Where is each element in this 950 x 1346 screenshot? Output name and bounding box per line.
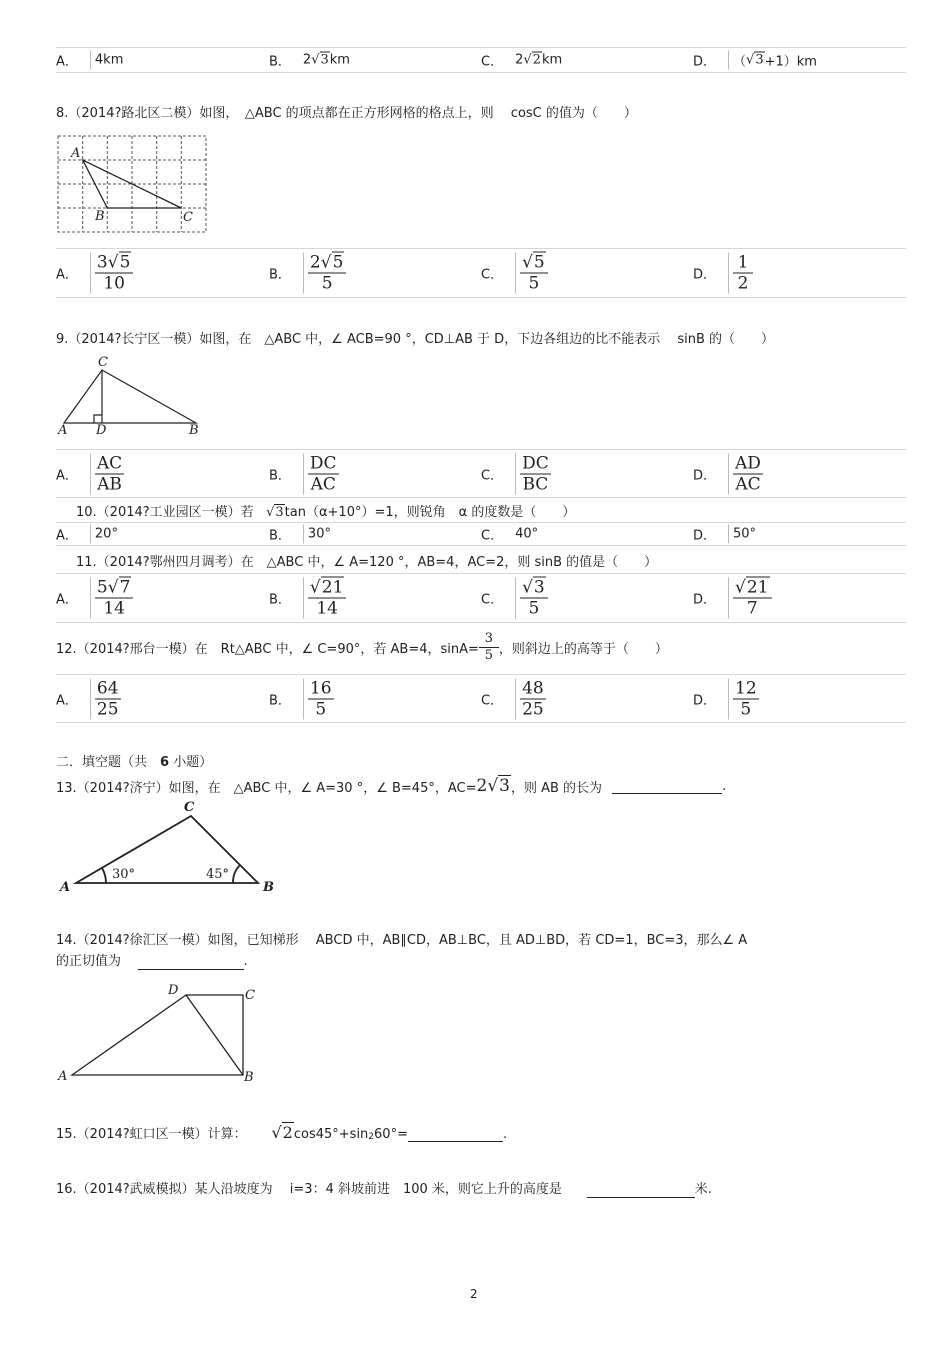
q9-option-c: C． $\frac{DC}{BC}$ xyxy=(481,453,549,494)
q14-trapezoid-figure xyxy=(56,978,266,1088)
q7-option-c: C． 2 √2 km xyxy=(481,52,563,70)
q9-label-b: B xyxy=(189,423,199,438)
q10-option-a: A． 20° xyxy=(56,526,118,544)
q13-stem: 13.（2014?济宁）如图，在 △ABC 中，∠ A=30 °，∠ B=45°，AC= 2√3 ，则 AB 的长为 . xyxy=(56,776,727,796)
q9-label-c: C xyxy=(98,355,108,370)
q8-label-c: C xyxy=(183,210,193,225)
q13-label-b: B xyxy=(263,880,274,895)
q13-label-c: C xyxy=(184,800,195,815)
q14-answer-blank[interactable] xyxy=(138,954,244,970)
q15-stem: 15.（2014?虹口区一模）计算： √2 cos45°+sin 2 60°= . xyxy=(56,1123,508,1142)
q14-label-d: D xyxy=(168,983,179,998)
q9-label-d: D xyxy=(96,423,107,438)
q12-option-a: A． $\frac{64}{25}$ xyxy=(56,678,119,719)
q14-line2: 的正切值为 . xyxy=(56,954,248,969)
q12-option-d: D． $\frac{12}{5}$ xyxy=(693,678,757,719)
q11-option-c: C． $\frac{√3}{5}$ xyxy=(481,578,548,619)
q10-options-row xyxy=(56,522,906,546)
q12-option-c: C． $\frac{48}{25}$ xyxy=(481,678,544,719)
q8-option-a: A． $\frac{3√5}{10}$ xyxy=(56,253,133,294)
q11-option-d: D． $\frac{√21}{7}$ xyxy=(693,578,772,619)
q7-option-d: D． （ √3 +1）km xyxy=(693,52,817,70)
q8-label-b: B xyxy=(95,209,105,224)
q8-label-a: A xyxy=(71,146,81,161)
q8-option-b: B． $\frac{2√5}{5}$ xyxy=(269,253,346,294)
q16-stem: 16.（2014?武威模拟）某人沿坡度为 i=3：4 斜坡前进 100 米，则它上升的高度是 米. xyxy=(56,1182,712,1197)
q8-options-row xyxy=(56,248,906,298)
q7-option-b: B． 2 √3 km xyxy=(269,52,350,70)
q9-option-d: D． $\frac{AD}{AC}$ xyxy=(693,453,761,494)
q12-stem: 12.（2014?邢台一模）在 Rt△ABC 中，∠ C=90°，若 AB=4，sinA= $\frac{3}{5}$ ，则斜边上的高等于（ ） xyxy=(56,630,668,663)
q10-option-d: D． 50° xyxy=(693,526,757,544)
q10-option-c: C． 40° xyxy=(481,526,539,544)
q14-line1: 14.（2014?徐汇区一模）如图，已知梯形 ABCD 中，AB∥CD，AB⊥BC，且 AD⊥BD，若 CD=1，BC=3，那么∠ A xyxy=(56,933,748,948)
q14-label-c: C xyxy=(245,988,255,1003)
q10-option-b: B． 30° xyxy=(269,526,331,544)
q11-stem: 11.（2014?鄂州四月调考）在 △ABC 中，∠ A=120 °，AB=4，AC=2，则 sinB 的值是（ ） xyxy=(76,555,658,570)
q13-angle-a: 30° xyxy=(112,867,136,882)
q11-option-b: B． $\frac{√21}{14}$ xyxy=(269,578,346,619)
q7-option-a: A． 4km xyxy=(56,52,124,70)
q13-answer-blank[interactable] xyxy=(612,778,722,794)
q9-triangle-figure xyxy=(56,354,206,439)
q13-angle-b: 45° xyxy=(206,867,230,882)
page-number: 2 xyxy=(470,1287,478,1301)
q15-answer-blank[interactable] xyxy=(408,1126,503,1142)
q13-triangle-figure xyxy=(56,796,286,896)
q7-options-row xyxy=(56,47,906,73)
q14-label-a: A xyxy=(58,1069,68,1084)
q9-options-row xyxy=(56,449,906,498)
q10-stem: 10.（2014?工业园区一模）若 √3tan（α+10°）=1，则锐角 α 的度数是（ ） xyxy=(76,505,576,520)
q9-option-b: B． $\frac{DC}{AC}$ xyxy=(269,453,337,494)
q8-option-c: C． $\frac{√5}{5}$ xyxy=(481,253,548,294)
section-heading-fill-in: 二．填空题（共 6 小题） xyxy=(56,755,213,770)
q12-option-b: B． $\frac{16}{5}$ xyxy=(269,678,332,719)
q14-label-b: B xyxy=(244,1070,254,1085)
q11-option-a: A． $\frac{5√7}{14}$ xyxy=(56,578,133,619)
q13-label-a: A xyxy=(60,880,71,895)
q9-option-a: A． $\frac{AC}{AB}$ xyxy=(56,453,123,494)
q9-label-a: A xyxy=(58,423,68,438)
q11-options-row xyxy=(56,573,906,623)
q8-option-d: D． $\frac{1}{2}$ xyxy=(693,253,753,294)
q9-stem: 9.（2014?长宁区一模）如图，在 △ABC 中，∠ ACB=90 °，CD⊥AB 于 D，下边各组边的比不能表示 sinB 的（ ） xyxy=(56,332,774,347)
q8-grid-figure xyxy=(57,135,209,235)
q8-stem: 8.（2014?路北区二模）如图， △ABC 的项点都在正方形网格的格点上，则 cosC 的值为（ ） xyxy=(56,106,637,121)
q12-options-row xyxy=(56,674,906,723)
q16-answer-blank[interactable] xyxy=(587,1182,695,1198)
